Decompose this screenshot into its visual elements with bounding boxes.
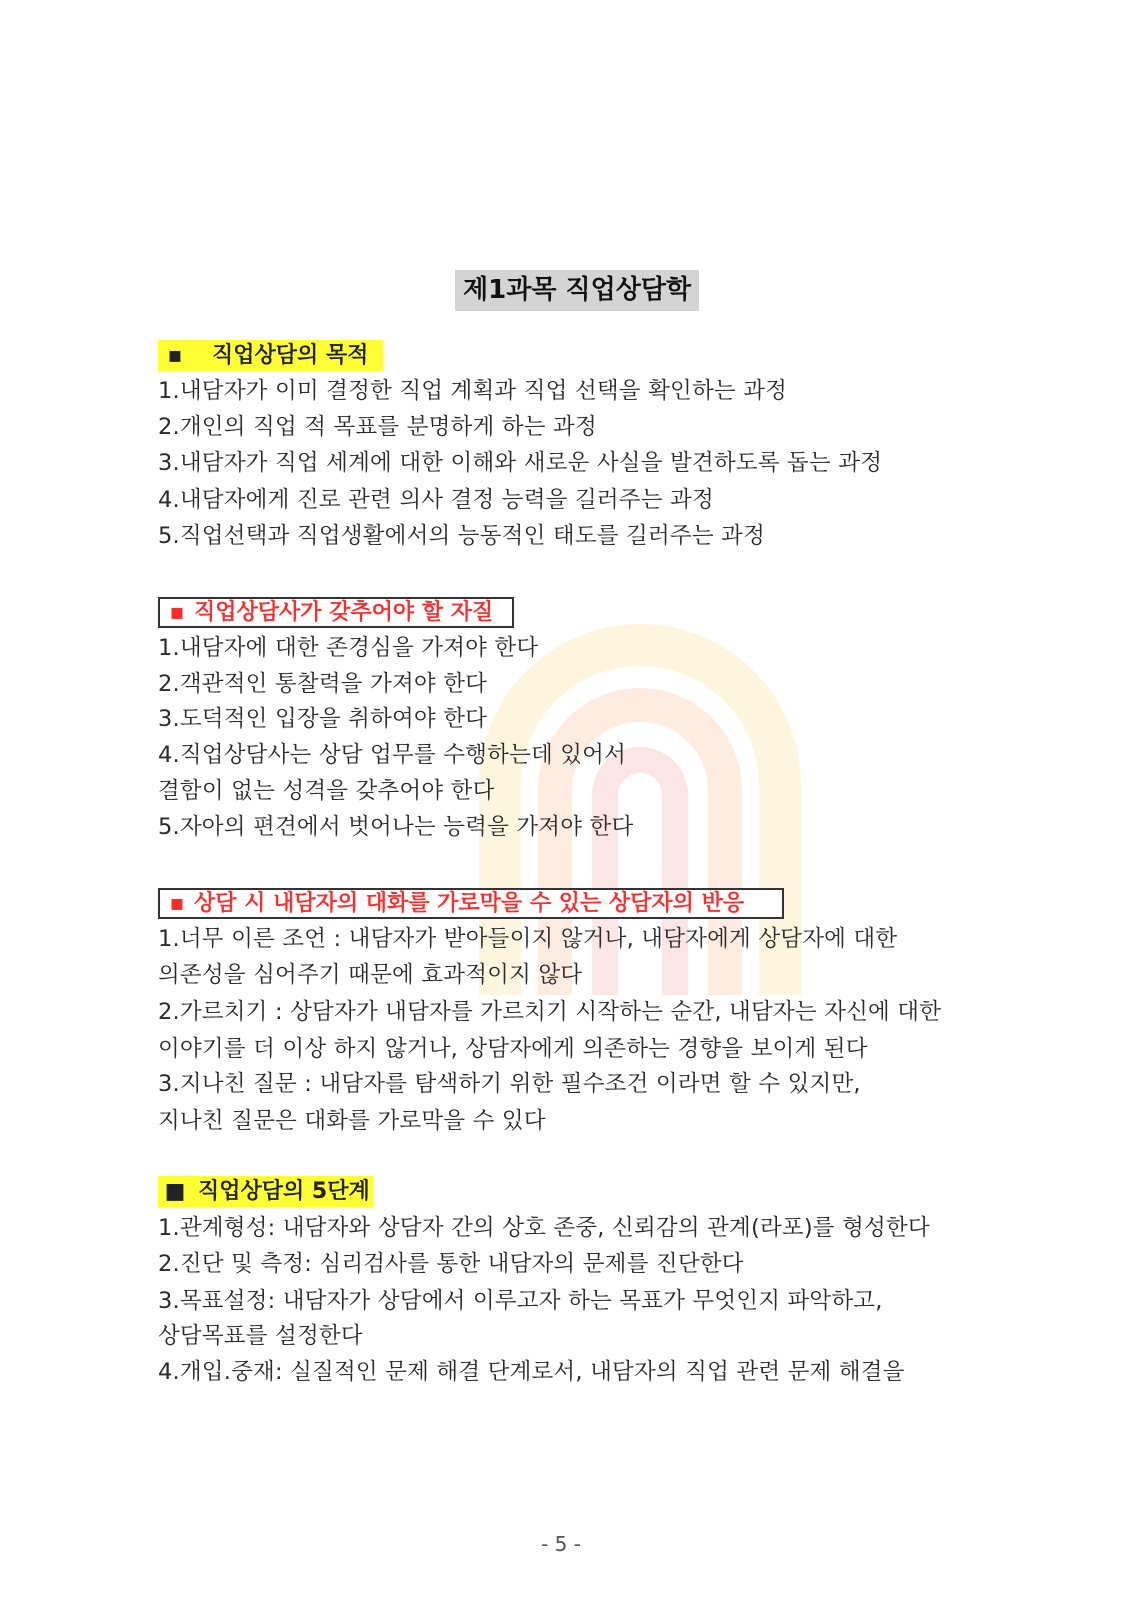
- page-number: - 5 -: [541, 1532, 581, 1556]
- list-item: 이야기를 더 이상 하지 않거나, 상담자에게 의존하는 경향을 보이게 된다: [158, 1036, 868, 1062]
- section-heading-text: 직업상담사가 갖추어야 할 자질: [194, 600, 494, 625]
- list-item: 1.너무 이른 조언 : 내담자가 받아들이지 않거나, 내담자에게 상담자에 대한: [158, 926, 898, 952]
- list-item: 3.목표설정: 내담자가 상담에서 이루고자 하는 목표가 무엇인지 파악하고,: [158, 1288, 883, 1314]
- square-bullet-icon: ▪: [169, 891, 185, 916]
- section-heading-text: 상담 시 내담자의 대화를 가로막을 수 있는 상담자의 반응: [194, 891, 745, 916]
- page-title: 제1과목 직업상담학: [455, 270, 699, 311]
- section-heading-purpose: [158, 340, 383, 371]
- list-item: 의존성을 심어주기 때문에 효과적이지 않다: [158, 962, 583, 988]
- list-item: 결함이 없는 성격을 갖추어야 한다: [158, 778, 495, 804]
- list-item: 4.개입.중재: 실질적인 문제 해결 단계로서, 내담자의 직업 관련 문제 해결을: [158, 1359, 905, 1385]
- list-item: 5.자아의 편견에서 벗어나는 능력을 가져야 한다: [158, 814, 634, 840]
- list-item: 3.내담자가 직업 세계에 대한 이해와 새로운 사실을 발견하도록 돕는 과정: [158, 450, 883, 476]
- list-item: 1.관계형성: 내담자와 상담자 간의 상호 존중, 신뢰감의 관계(라포)를 형성한다: [158, 1215, 930, 1241]
- section-heading-blocking-responses: [158, 888, 784, 919]
- square-bullet-icon: ▪: [167, 343, 183, 368]
- list-item: 2.가르치기 : 상담자가 내담자를 가르치기 시작하는 순간, 내담자는 자신에 대한: [158, 999, 942, 1025]
- list-item: 1.내담자에 대한 존경심을 가져야 한다: [158, 635, 539, 661]
- list-item: 2.개인의 직업 적 목표를 분명하게 하는 과정: [158, 414, 597, 440]
- square-bullet-icon: ▪: [169, 600, 185, 625]
- list-item: 3.도덕적인 입장을 취하여야 한다: [158, 706, 488, 732]
- list-item: 3.지나친 질문 : 내담자를 탐색하기 위한 필수조건 이라면 할 수 있지만,: [158, 1071, 861, 1097]
- list-item: 2.진단 및 측정: 심리검사를 통한 내담자의 문제를 진단한다: [158, 1251, 744, 1277]
- square-bullet-icon: ■: [164, 1179, 186, 1204]
- list-item: 지나친 질문은 대화를 가로막을 수 있다: [158, 1108, 546, 1134]
- section-heading-text: 직업상담의 목적: [212, 343, 369, 368]
- list-item: 상담목표를 설정한다: [158, 1323, 363, 1349]
- list-item: 5.직업선택과 직업생활에서의 능동적인 태도를 길러주는 과정: [158, 523, 766, 549]
- section-heading-five-stages: [158, 1176, 373, 1207]
- list-item: 4.내담자에게 진로 관련 의사 결정 능력을 길러주는 과정: [158, 487, 714, 513]
- section-heading-text: 직업상담의 5단계: [198, 1179, 370, 1204]
- list-item: 1.내담자가 이미 결정한 직업 계획과 직업 선택을 확인하는 과정: [158, 378, 788, 404]
- section-heading-qualifications: [158, 597, 514, 628]
- list-item: 4.직업상담사는 상담 업무를 수행하는데 있어서: [158, 742, 627, 768]
- list-item: 2.객관적인 통찰력을 가져야 한다: [158, 671, 488, 697]
